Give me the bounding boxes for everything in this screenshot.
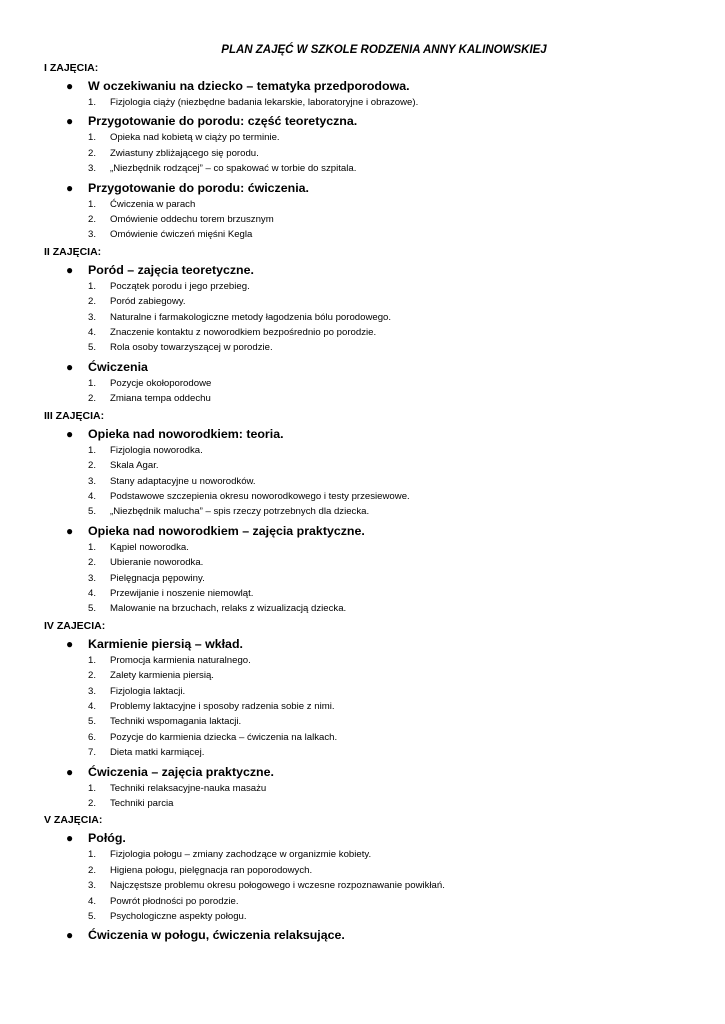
list-item-number: 5. [88, 911, 97, 923]
list-item-text: Promocja karmienia naturalnego. [110, 654, 251, 666]
list-item-text: Omówienie ćwiczeń mięśni Kegla [110, 229, 253, 241]
list-item-text: Pozycje okołoporodowe [110, 377, 212, 389]
list-item-number: 1. [88, 654, 97, 666]
list-item-text: Kąpiel noworodka. [110, 541, 189, 553]
list-item-text: Pozycje do karmienia dziecka – ćwiczenia na lalkach. [110, 731, 338, 743]
list-item [44, 684, 684, 699]
list-item [44, 653, 684, 668]
list-item-text: Zmiana tempa oddechu [110, 393, 211, 405]
list-item [44, 781, 684, 796]
session-heading: I ZAJĘCIA: [44, 62, 99, 74]
list-item [44, 443, 684, 458]
topic-heading [44, 829, 684, 847]
list-item-text: Najczęstsze problemu okresu połogowego i wczesne rozpoznawanie powikłań. [110, 880, 445, 892]
list-item-number: 5. [88, 716, 97, 728]
list-item [44, 161, 684, 176]
list-item-number: 2. [88, 670, 97, 682]
list-item [44, 730, 684, 745]
topic-heading [44, 77, 684, 95]
list-item-text: Podstawowe szczepienia okresu noworodkowego i testy przesiewowe. [110, 490, 410, 502]
topic-title: Ćwiczenia – zajęcia praktyczne. [88, 764, 274, 779]
list-item-text: Zalety karmienia piersią. [110, 670, 214, 682]
list-item-text: Początek porodu i jego przebieg. [110, 280, 250, 292]
list-item-number: 5. [88, 603, 97, 615]
topic-title: Ćwiczenia w połogu, ćwiczenia relaksujące. [88, 928, 345, 943]
session-section [44, 409, 684, 617]
list-item [44, 586, 684, 601]
list-item-text: Opieka nad kobietą w ciąży po terminie. [110, 132, 280, 144]
list-item-number: 4. [88, 490, 97, 502]
bullet-icon: ● [66, 79, 74, 93]
session-heading: V ZAJĘCIA: [44, 814, 103, 827]
bullet-icon: ● [66, 523, 74, 538]
list-item-text: Techniki wspomagania laktacji. [110, 716, 242, 728]
list-item [44, 95, 684, 110]
topic-item-list [44, 130, 684, 176]
list-item-text: „Niezbędnik rodzącej” – co spakować w torbie do szpitala. [110, 163, 357, 175]
topic-item-list [44, 653, 684, 761]
list-item [44, 668, 684, 683]
list-item [44, 146, 684, 161]
list-item-text: Fizjologia noworodka. [110, 444, 203, 456]
list-item-number: 6. [88, 731, 97, 743]
list-item-number: 3. [88, 163, 97, 175]
list-item-number: 1. [88, 97, 97, 108]
session-heading: IV ZAJECIA: [44, 619, 106, 632]
bullet-icon: ● [66, 262, 74, 277]
list-item [44, 458, 684, 473]
bullet-icon: ● [66, 636, 74, 651]
topic-heading [44, 763, 684, 781]
list-item [44, 376, 684, 391]
list-item-text: „Niezbędnik malucha” – spis rzeczy potrzebnych dla dziecka. [110, 506, 370, 518]
list-item [44, 863, 684, 878]
session-heading: III ZAJĘCIA: [44, 409, 105, 422]
list-item-number: 1. [88, 782, 97, 794]
list-item-number: 2. [88, 557, 97, 569]
list-item-text: Techniki relaksacyjne-nauka masażu [110, 782, 267, 794]
list-item-number: 3. [88, 229, 97, 241]
list-item-text: Stany adaptacyjne u noworodków. [110, 475, 256, 487]
list-item-number: 3. [88, 572, 97, 584]
list-item-number: 3. [88, 311, 97, 323]
topic-title: Opieka nad noworodkiem – zajęcia praktyczne. [88, 523, 365, 538]
topic-title: Karmienie piersią – wkład. [88, 636, 243, 651]
list-item [44, 571, 684, 586]
topic-item-list [44, 197, 684, 243]
topic-item-list [44, 443, 684, 520]
list-item-text: Powrót płodności po porodzie. [110, 895, 239, 907]
list-item [44, 391, 684, 406]
topic-title: Przygotowanie do porodu: ćwiczenia. [88, 180, 309, 195]
list-item-number: 4. [88, 700, 97, 712]
list-item-number: 4. [88, 895, 97, 907]
list-item-text: Naturalne i farmakologiczne metody łagodzenia bólu porodowego. [110, 311, 392, 323]
topic-heading [44, 179, 684, 197]
topic-item-list [44, 540, 684, 617]
list-item-number: 5. [88, 506, 97, 518]
list-item-number: 2. [88, 393, 97, 405]
bullet-icon: ● [66, 928, 74, 943]
topic-item-list [44, 847, 684, 924]
list-item-text: Omówienie oddechu torem brzusznym [110, 214, 274, 226]
session-section [44, 619, 684, 812]
list-item-text: Zwiastuny zbliżającego się porodu. [110, 147, 259, 159]
list-item-number: 7. [88, 747, 97, 759]
list-item-text: Skala Agar. [110, 460, 159, 472]
topic-title: W oczekiwaniu na dziecko – tematyka przedporodowa. [88, 79, 410, 93]
list-item-number: 3. [88, 685, 97, 697]
topic-heading [44, 425, 684, 443]
list-item [44, 555, 684, 570]
list-item [44, 540, 684, 555]
list-item [44, 197, 684, 212]
session-section [44, 813, 684, 944]
list-item-text: Rola osoby towarzyszącej w porodzie. [110, 342, 273, 354]
list-item [44, 227, 684, 242]
bullet-icon: ● [66, 426, 74, 441]
list-item [44, 601, 684, 616]
list-item [44, 714, 684, 729]
list-item-number: 3. [88, 475, 97, 487]
topic-item-list [44, 376, 684, 407]
list-item [44, 130, 684, 145]
list-item [44, 279, 684, 294]
list-item-number: 1. [88, 198, 97, 210]
list-item-number: 1. [88, 444, 97, 456]
list-item-number: 5. [88, 342, 97, 354]
list-item-text: Ubieranie noworodka. [110, 557, 204, 569]
list-item-number: 2. [88, 214, 97, 226]
list-item [44, 294, 684, 309]
topic-heading [44, 522, 684, 540]
list-item-text: Problemy laktacyjne i sposoby radzenia sobie z nimi. [110, 700, 335, 712]
topic-title: Poród – zajęcia teoretyczne. [88, 262, 254, 277]
bullet-icon: ● [66, 359, 74, 374]
list-item-text: Psychologiczne aspekty połogu. [110, 911, 247, 923]
bullet-icon: ● [66, 114, 74, 129]
list-item [44, 847, 684, 862]
topic-heading [44, 261, 684, 279]
list-item-number: 4. [88, 587, 97, 599]
list-item [44, 489, 684, 504]
list-item-number: 2. [88, 864, 97, 876]
list-item [44, 212, 684, 227]
session-section [44, 61, 684, 243]
topic-item-list [44, 781, 684, 812]
list-item [44, 878, 684, 893]
list-item-text: Ćwiczenia w parach [110, 198, 196, 210]
list-item [44, 796, 684, 811]
list-item [44, 474, 684, 489]
list-item-text: Malowanie na brzuchach, relaks z wizualizacją dziecka. [110, 603, 347, 615]
list-item-number: 1. [88, 280, 97, 292]
document-page [44, 42, 684, 944]
list-item-text: Dieta matki karmiącej. [110, 747, 205, 759]
list-item-text: Przewijanie i noszenie niemowląt. [110, 587, 254, 599]
list-item-number: 1. [88, 377, 97, 389]
topic-heading [44, 358, 684, 376]
topic-item-list [44, 95, 684, 110]
list-item [44, 745, 684, 760]
sessions-container [44, 61, 684, 944]
list-item-text: Techniki parcia [110, 798, 174, 809]
topic-heading [44, 926, 684, 944]
topic-item-list [44, 279, 684, 356]
list-item-text: Znaczenie kontaktu z noworodkiem bezpośrednio po porodzie. [110, 327, 377, 339]
list-item-number: 2. [88, 147, 97, 159]
list-item-text: Fizjologia połogu – zmiany zachodzące w organizmie kobiety. [110, 849, 372, 861]
topic-heading [44, 112, 684, 130]
list-item [44, 325, 684, 340]
list-item [44, 504, 684, 519]
list-item-number: 1. [88, 132, 97, 144]
list-item-text: Pielęgnacja pępowiny. [110, 572, 205, 584]
list-item-number: 1. [88, 541, 97, 553]
session-heading: II ZAJĘCIA: [44, 245, 102, 258]
topic-title: Połóg. [88, 831, 126, 846]
list-item [44, 310, 684, 325]
bullet-icon: ● [66, 831, 74, 846]
session-section [44, 245, 684, 407]
list-item-text: Poród zabiegowy. [110, 296, 186, 308]
list-item-number: 3. [88, 880, 97, 892]
list-item [44, 340, 684, 355]
topic-title: Ćwiczenia [88, 359, 148, 374]
bullet-icon: ● [66, 180, 74, 195]
list-item-number: 2. [88, 798, 97, 809]
list-item [44, 909, 684, 924]
list-item-number: 2. [88, 460, 97, 472]
list-item-text: Higiena połogu, pielęgnacja ran poporodowych. [110, 864, 313, 876]
list-item-number: 1. [88, 849, 97, 861]
topic-title: Opieka nad noworodkiem: teoria. [88, 426, 284, 441]
list-item-text: Fizjologia ciąży (niezbędne badania lekarskie, laboratoryjne i obrazowe). [110, 97, 419, 108]
topic-heading [44, 635, 684, 653]
list-item-text: Fizjologia laktacji. [110, 685, 186, 697]
list-item [44, 699, 684, 714]
page-title: PLAN ZAJĘĆ W SZKOLE RODZENIA ANNY KALINOWSKIEJ [221, 44, 547, 56]
list-item-number: 4. [88, 327, 97, 339]
bullet-icon: ● [66, 764, 74, 779]
topic-title: Przygotowanie do porodu: część teoretyczna. [88, 114, 358, 129]
list-item [44, 894, 684, 909]
list-item-number: 2. [88, 296, 97, 308]
